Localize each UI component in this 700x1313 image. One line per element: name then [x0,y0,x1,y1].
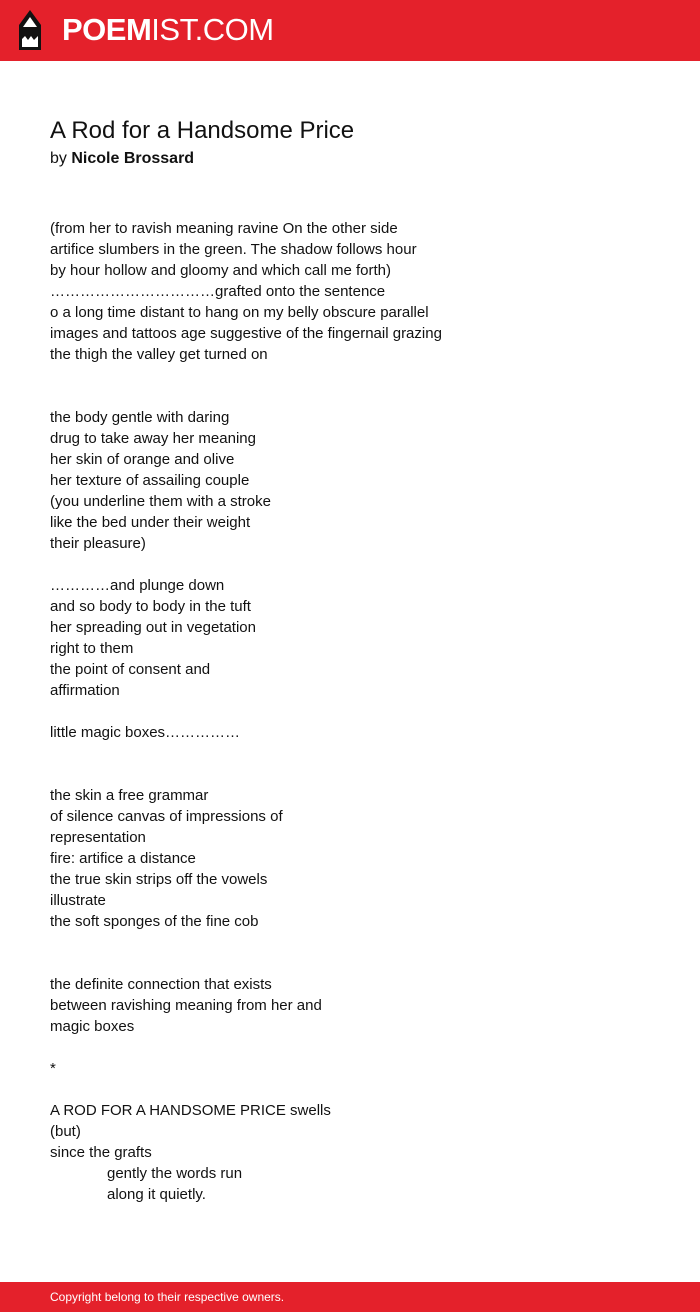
poem-line: between ravishing meaning from her and [50,997,322,1014]
poem-line: (you underline them with a stroke [50,493,271,510]
stanza-break [50,953,650,974]
poem-line: A ROD FOR A HANDSOME PRICE swells [50,1102,331,1119]
poem-line: representation [50,829,146,846]
poem-line: o a long time distant to hang on my belly obscure parallel [50,304,429,321]
poem-line: the thigh the valley get turned on [50,346,268,363]
by-label: by [50,150,67,167]
poem-line: drug to take away her meaning [50,430,256,447]
poem-line: the true skin strips off the vowels [50,871,268,888]
stanza-break [50,764,650,785]
poem-line: (from her to ravish meaning ravine On the other side [50,220,398,237]
poem-line: since the grafts [50,1144,152,1161]
stanza-break [50,386,650,407]
poem-line: her spreading out in vegetation [50,619,256,636]
stanza-break [50,1079,650,1100]
poem-line: the soft sponges of the fine cob [50,913,259,930]
poem-line: …………and plunge down [50,577,225,594]
poem-line: along it quietly. [107,1186,206,1203]
poem-line: little magic boxes…………… [50,724,241,741]
brand-bold: POEM [62,12,152,47]
poem-line: her skin of orange and olive [50,451,235,468]
poem-line: illustrate [50,892,106,909]
poem-line: fire: artifice a distance [50,850,196,867]
byline [50,148,650,170]
poem-line: artifice slumbers in the green. The shadow follows hour [50,241,417,258]
stanza-break [50,932,650,953]
poem-line: by hour hollow and gloomy and which call me forth) [50,262,392,279]
poem-line: the body gentle with daring [50,409,230,426]
poem-line: of silence canvas of impressions of [50,808,283,825]
copyright-text: Copyright belong to their respective owners. [50,1290,285,1304]
site-logo-text[interactable] [62,11,274,49]
pen-nib-icon[interactable] [17,9,43,51]
poem-line: right to them [50,640,134,657]
poem-line: * [50,1060,56,1077]
poem-line: the skin a free grammar [50,787,209,804]
poem-line: like the bed under their weight [50,514,251,531]
site-footer [0,1282,700,1312]
poem-line: the point of consent and [50,661,211,678]
poem-line: ……………………………grafted onto the sentence [50,283,386,300]
poem-line: gently the words run [107,1165,243,1182]
poem-line: the definite connection that exists [50,976,272,993]
stanza-break [50,1037,650,1058]
brand-light: IST.COM [151,12,274,47]
poem-title: A Rod for a Handsome Price [50,117,355,144]
poem-line: images and tattoos age suggestive of the fingernail grazing [50,325,442,342]
poem-line: (but) [50,1123,81,1140]
poem-body [50,218,650,1205]
poem-line: and so body to body in the tuft [50,598,251,615]
stanza-break [50,365,650,386]
site-header [0,0,700,61]
poem-line: magic boxes [50,1018,135,1035]
author-name[interactable]: Nicole Brossard [71,150,195,167]
poem-header [50,114,650,170]
poem-line: affirmation [50,682,120,699]
poem-line: their pleasure) [50,535,146,552]
stanza-break [50,743,650,764]
stanza-break [50,701,650,722]
stanza-break [50,554,650,575]
poem-line: her texture of assailing couple [50,472,250,489]
